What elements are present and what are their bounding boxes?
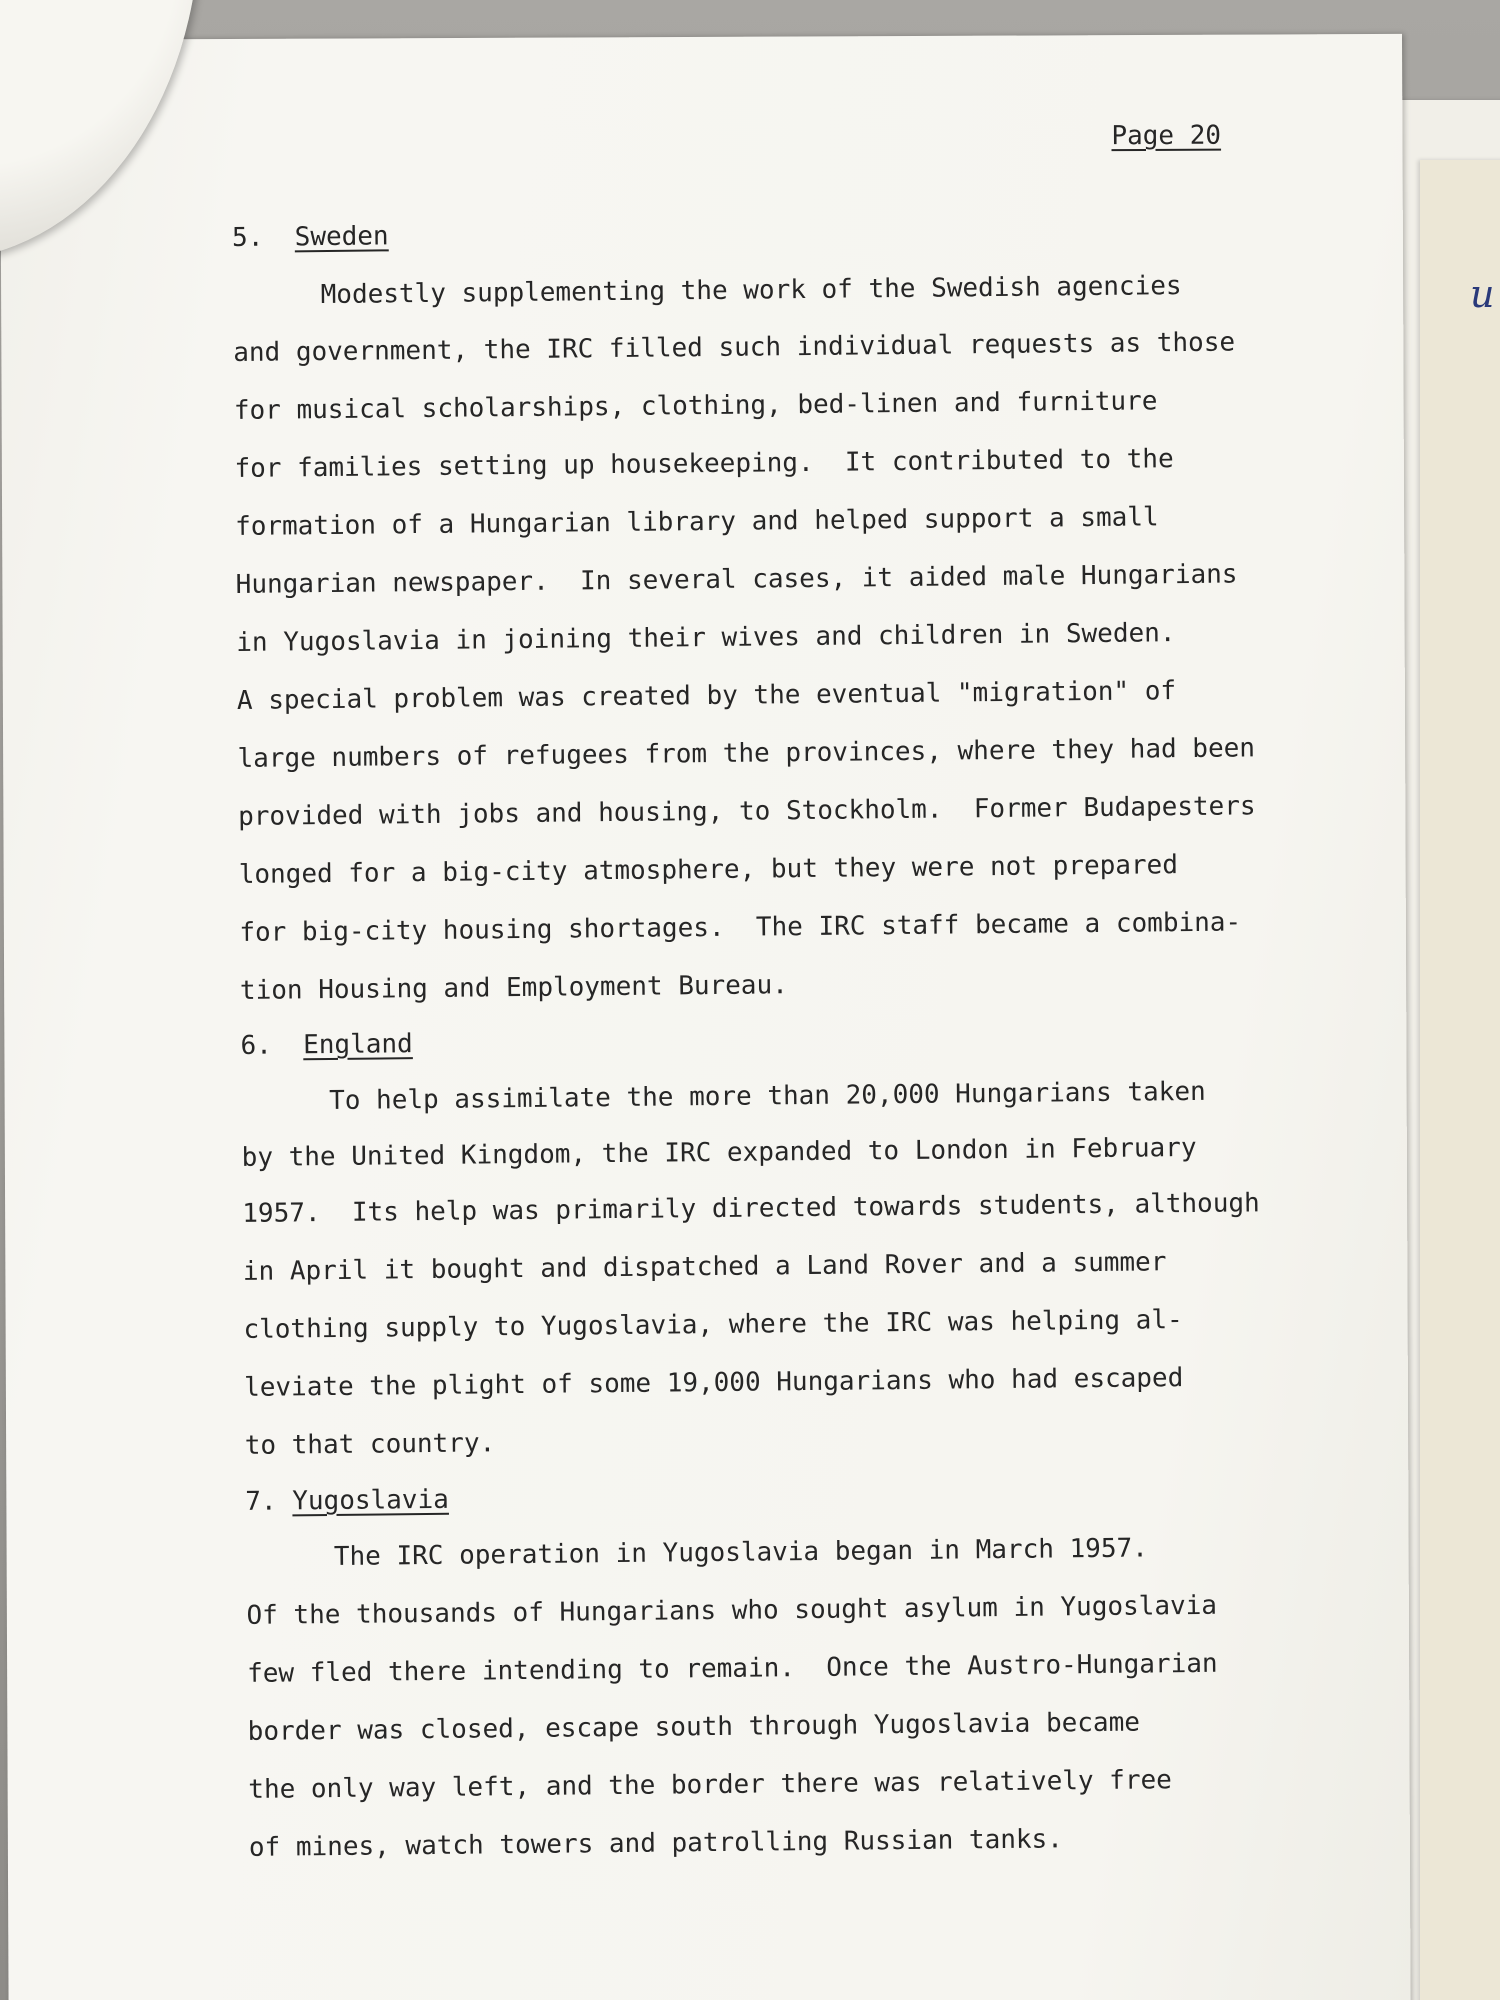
body-line: the only way left, and the border there was relatively free <box>248 1765 1172 1805</box>
body-line: for families setting up housekeeping. It contributed to the <box>234 444 1174 484</box>
handwritten-margin-mark: u <box>1470 272 1495 316</box>
body-line: leviate the plight of some 19,000 Hungarians who had escaped <box>243 1363 1184 1403</box>
body-line: for big-city housing shortages. The IRC staff became a combina- <box>239 907 1242 948</box>
body-line: by the United Kingdom, the IRC expanded to London in February <box>241 1132 1197 1173</box>
body-line: tion Housing and Employment Bureau. <box>239 970 788 1006</box>
body-line: large numbers of refugees from the provinces, where they had been <box>237 733 1256 774</box>
typed-page <box>0 34 1411 2000</box>
body-line: clothing supply to Yugoslavia, where the IRC was helping al- <box>243 1305 1183 1345</box>
section-title: England <box>303 1029 413 1061</box>
section-title: Sweden <box>294 221 389 253</box>
underlying-sheet-back <box>1420 160 1500 2000</box>
body-line: Of the thousands of Hungarians who sought asylum in Yugoslavia <box>246 1590 1218 1631</box>
body-line: and government, the IRC filled such individual requests as those <box>233 327 1236 368</box>
body-line: Hungarian newspaper. In several cases, it aided male Hungarians <box>235 559 1238 600</box>
body-line: The IRC operation in Yugoslavia began in March 1957. <box>333 1533 1148 1572</box>
section-heading-yugoslavia <box>245 1483 449 1519</box>
body-line: to that country. <box>244 1428 496 1461</box>
body-line: in Yugoslavia in joining their wives and children in Sweden. <box>236 618 1176 658</box>
section-heading-sweden <box>232 219 389 255</box>
section-number: 7. <box>245 1486 277 1517</box>
section-number: 6. <box>240 1030 273 1061</box>
body-line: A special problem was created by the eventual "migration" of <box>236 676 1177 716</box>
body-line: formation of a Hungarian library and helped support a small <box>234 502 1159 542</box>
section-heading-england <box>240 1027 413 1063</box>
body-line: of mines, watch towers and patrolling Russian tanks. <box>248 1824 1064 1863</box>
body-line: few fled there intending to remain. Once the Austro-Hungarian <box>246 1648 1218 1689</box>
body-line: longed for a big-city atmosphere, but they were not prepared <box>238 850 1179 890</box>
body-line: provided with jobs and housing, to Stockholm. Former Budapesters <box>237 791 1256 832</box>
page-number: Page 20 <box>1111 120 1222 152</box>
section-title: Yugoslavia <box>292 1484 449 1517</box>
body-line: border was closed, escape south through Yugoslavia became <box>247 1707 1141 1747</box>
body-line: To help assimilate the more than 20,000 Hungarians taken <box>328 1076 1206 1117</box>
section-number: 5. <box>231 222 264 253</box>
body-line: in April it bought and dispatched a Land Rover and a summer <box>242 1247 1167 1287</box>
page-body <box>230 27 1372 1863</box>
body-line: Modestly supplementing the work of the Swedish agencies <box>320 271 1182 311</box>
body-line: for musical scholarships, clothing, bed-linen and furniture <box>233 386 1158 426</box>
body-line: 1957. Its help was primarily directed towards students, although <box>242 1188 1260 1229</box>
